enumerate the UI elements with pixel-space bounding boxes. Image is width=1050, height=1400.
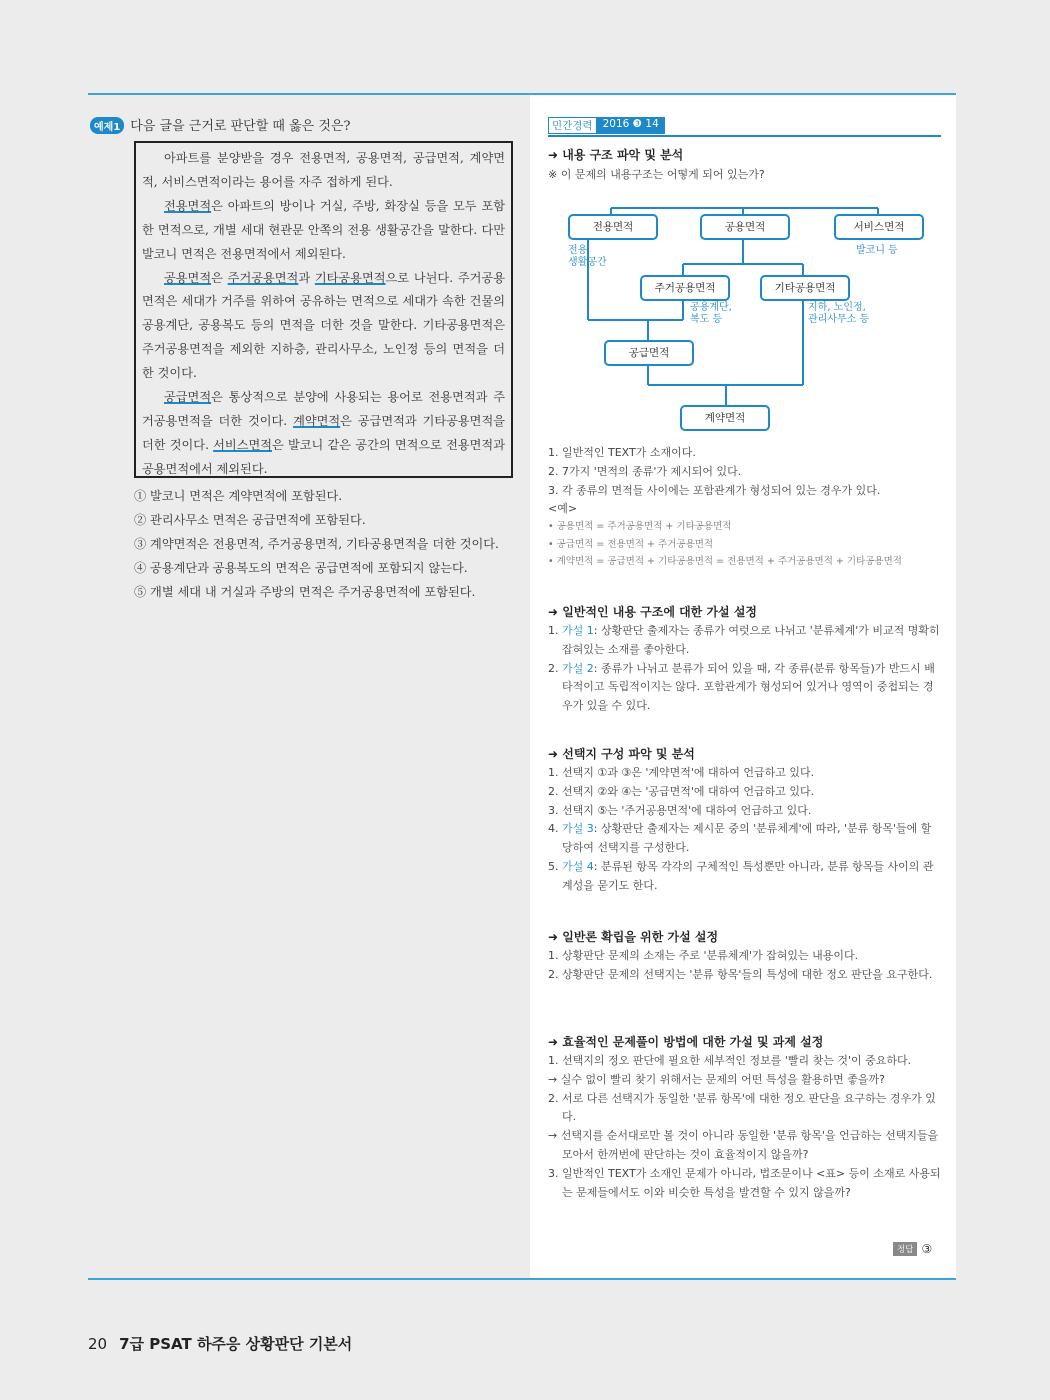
passage-text: 과 (298, 270, 315, 285)
question-header (90, 115, 350, 134)
section-heading: ➜ 일반적인 내용 구조에 대한 가설 설정 (548, 605, 758, 619)
analysis-line: 3. 선택지 ⑤는 '주거공용면적'에 대하여 언급하고 있다. (548, 803, 812, 817)
passage-paragraph (142, 267, 505, 387)
term-exclusive: 전용면적 (164, 198, 212, 213)
option-5[interactable]: ⑤ 개별 세대 내 거실과 주방의 면적은 주거공용면적에 포함된다. (134, 584, 476, 599)
hypothesis-label: 가설 3 (562, 822, 594, 836)
passage-text: 은 (211, 270, 228, 285)
source-label (548, 117, 665, 134)
box-common-area: 공용면적 (700, 214, 790, 240)
passage-box (134, 141, 513, 478)
answer-options (134, 485, 514, 605)
passage-text: 은 통상적으로 분양에 사용되는 용어로 전용면적과 주거공용면적을 더한 것이다. (142, 390, 505, 428)
formula: • 공급면적 = 전용면적 + 주거공용면적 (548, 538, 714, 550)
note-exclusive: 전용 생활공간 (568, 245, 607, 268)
passage-text: 은 아파트의 방이나 거실, 주방, 화장실 등을 모두 포함한 면적으로, 개별 세대 현관문 안쪽의 전용 생활공간을 말한다. 다만 발코니 면적은 전용면적에서 제외된다. (142, 198, 505, 261)
book-title: 7급 PSAT 하주응 상황판단 기본서 (119, 1335, 353, 1353)
option-3[interactable]: ③ 계약면적은 전용면적, 주거공용면적, 기타공용면적을 더한 것이다. (134, 536, 499, 551)
passage-text: 은 발코니 같은 공간의 면적으로 전용면적과 공용면적에서 제외된다. (142, 437, 505, 476)
section-heading: ➜ 선택지 구성 파악 및 분석 (548, 747, 695, 761)
hypothesis-label: 가설 2 (562, 661, 594, 675)
item-text: : 상황판단 출제자는 제시문 중의 '분류체계'에 따라, '분류 항목'들에 할당하여 선택지를 구성한다. (562, 822, 932, 855)
note-residential: 공용계단, 복도 등 (690, 302, 732, 325)
structure-line: 2. 7가지 '면적의 종류'가 제시되어 있다. (548, 464, 742, 478)
structure-line: 3. 각 종류의 면적들 사이에는 포함관계가 형성되어 있는 경우가 있다. (548, 483, 881, 497)
item-number: 5. (548, 859, 562, 873)
section-general-theory (548, 928, 941, 985)
box-residential-common: 주거공용면적 (640, 275, 730, 301)
note-service: 발코니 등 (856, 245, 898, 256)
option-1[interactable]: ① 발코니 면적은 계약면적에 포함된다. (134, 489, 343, 503)
hypothesis-label: 가설 1 (562, 624, 594, 637)
question-prompt: 다음 글을 근거로 판단할 때 옳은 것은? (130, 119, 351, 134)
box-supply-area: 공급면적 (604, 340, 694, 366)
option-2[interactable]: ② 관리사무소 면적은 공급면적에 포함된다. (134, 512, 366, 527)
box-contract-area: 계약면적 (680, 405, 770, 431)
method-line: 3. 일반적인 TEXT가 소재인 문제가 아니라, 법조문이나 <표> 등이 소재로 사용되는 문제들에서도 이와 비슷한 특성을 발견할 수 있지 않을까? (548, 1166, 941, 1199)
theory-line: 1. 상황판단 문제의 소재는 주로 '분류체계'가 잡혀있는 내용이다. (548, 949, 859, 962)
answer-mark (893, 1242, 932, 1256)
analysis-line: 1. 선택지 ①과 ③은 '계약면적'에 대하여 언급하고 있다. (548, 766, 815, 779)
method-subline: → 선택지를 순서대로만 볼 것이 아니라 동일한 '분류 항목'을 언급하는 선택지들을 모아서 한꺼번에 판단하는 것이 효율적이지 않을까? (548, 1129, 939, 1161)
box-service-area: 서비스면적 (834, 214, 924, 240)
passage-paragraph (142, 386, 505, 482)
item-number: 2. (548, 661, 562, 675)
area-diagram (548, 190, 948, 440)
method-line: 1. 선택지의 정오 판단에 필요한 세부적인 정보를 '빨리 찾는 것'이 중요하다. (548, 1054, 912, 1067)
term-contract: 계약면적 (293, 413, 341, 428)
structure-question: ※ 이 문제의 내용구조는 어떻게 되어 있는가? (548, 168, 765, 181)
box-other-common: 기타공용면적 (760, 275, 850, 301)
source-year: 2016 ❸ 14 (597, 117, 665, 134)
hypothesis-item (548, 820, 941, 858)
hypothesis-item (548, 660, 941, 716)
bottom-rule (88, 1278, 956, 1280)
analysis-line: 2. 선택지 ②와 ④는 '공급면적'에 대하여 언급하고 있다. (548, 784, 815, 798)
section-hypothesis-structure (548, 603, 941, 716)
answer-tag: 정답 (893, 1242, 917, 1256)
section-options-analysis (548, 745, 941, 896)
passage-paragraph: 아파트를 분양받을 경우 전용면적, 공용면적, 공급면적, 계약면적, 서비스면적이라는 용어를 자주 접하게 된다. (142, 151, 505, 189)
section-heading: ➜ 효율적인 문제풀이 방법에 대한 가설 및 과제 설정 (548, 1035, 824, 1049)
option-4[interactable]: ④ 공용계단과 공용복도의 면적은 공급면적에 포함되지 않는다. (134, 560, 468, 575)
section-efficient-method (548, 1033, 941, 1202)
theory-line: 2. 상황판단 문제의 선택지는 '분류 항목'들의 특성에 대한 정오 판단을 요구한다. (548, 967, 933, 981)
item-text: : 종류가 나뉘고 분류가 되어 있을 때, 각 종류(분류 항목들)가 반드시 배타적이고 독립적이지는 않다. 포함관계가 형성되어 있거나 영역이 중첩되는 경우가 있을 수 있다. (562, 661, 935, 713)
term-service: 서비스면적 (213, 437, 273, 452)
source-rule (548, 135, 941, 137)
formula: • 공용면적 = 주거공용면적 + 기타공용면적 (548, 521, 732, 533)
answer-value: ③ (921, 1242, 933, 1256)
term-common: 공용면적 (164, 270, 212, 285)
page-number: 20 (88, 1335, 108, 1353)
item-text: : 분류된 항목 각각의 구체적인 특성뿐만 아니라, 분류 항목들 사이의 관계성을 묻기도 한다. (562, 859, 934, 892)
passage-paragraph (142, 195, 505, 267)
section-heading: ➜ 내용 구조 파악 및 분석 (548, 148, 684, 162)
method-line: 2. 서로 다른 선택지가 동일한 '분류 항목'에 대한 정오 판단을 요구하는 경우가 있다. (548, 1091, 936, 1124)
page-footer (88, 1333, 352, 1354)
structure-line: 1. 일반적인 TEXT가 소재이다. (548, 446, 696, 459)
section-heading: ➜ 일반론 확립을 위한 가설 설정 (548, 930, 719, 944)
passage-text: 은 공급면적과 기타공용면적을 더한 것이다. (142, 413, 505, 452)
source-tag: 민간경력 (548, 117, 597, 134)
term-other: 기타공용면적 (314, 270, 386, 285)
formula: • 계약면적 = 공급면적 + 기타공용면적 = 전용면적 + 주거공용면적 + 기타공용면적 (548, 556, 902, 568)
hypothesis-label: 가설 4 (562, 859, 594, 873)
term-residential: 주거공용면적 (227, 270, 299, 285)
example-badge: 예제1 (90, 117, 124, 134)
section-structure-head (548, 146, 765, 182)
box-exclusive-area: 전용면적 (568, 214, 658, 240)
hypothesis-item (548, 622, 941, 660)
passage-text: 으로 나뉜다. 주거공용면적은 세대가 거주를 위하여 공유하는 면적으로 세대가 속한 건물의 공용계단, 공용복도 등의 면적을 더한 것을 말한다. 기타공용면적은 주거공용면적을 제외한 지하층, 관리사무소, 노인정 등의 면적을 더한 것이다. (142, 270, 505, 381)
structure-notes (548, 444, 941, 571)
example-label: <예> (548, 502, 578, 516)
item-number: 4. (548, 822, 562, 836)
item-text: : 상황판단 출제자는 종류가 여럿으로 나뉘고 '분류체계'가 비교적 명확히 잡혀있는 소재를 좋아한다. (562, 624, 940, 656)
term-supply: 공급면적 (164, 390, 212, 405)
method-subline: → 실수 없이 빨리 찾기 위해서는 문제의 어떤 특성을 활용하면 좋을까? (548, 1072, 885, 1086)
hypothesis-item (548, 858, 941, 896)
note-other: 지하, 노인정, 관리사무소 등 (808, 302, 870, 325)
item-number: 1. (548, 624, 562, 637)
